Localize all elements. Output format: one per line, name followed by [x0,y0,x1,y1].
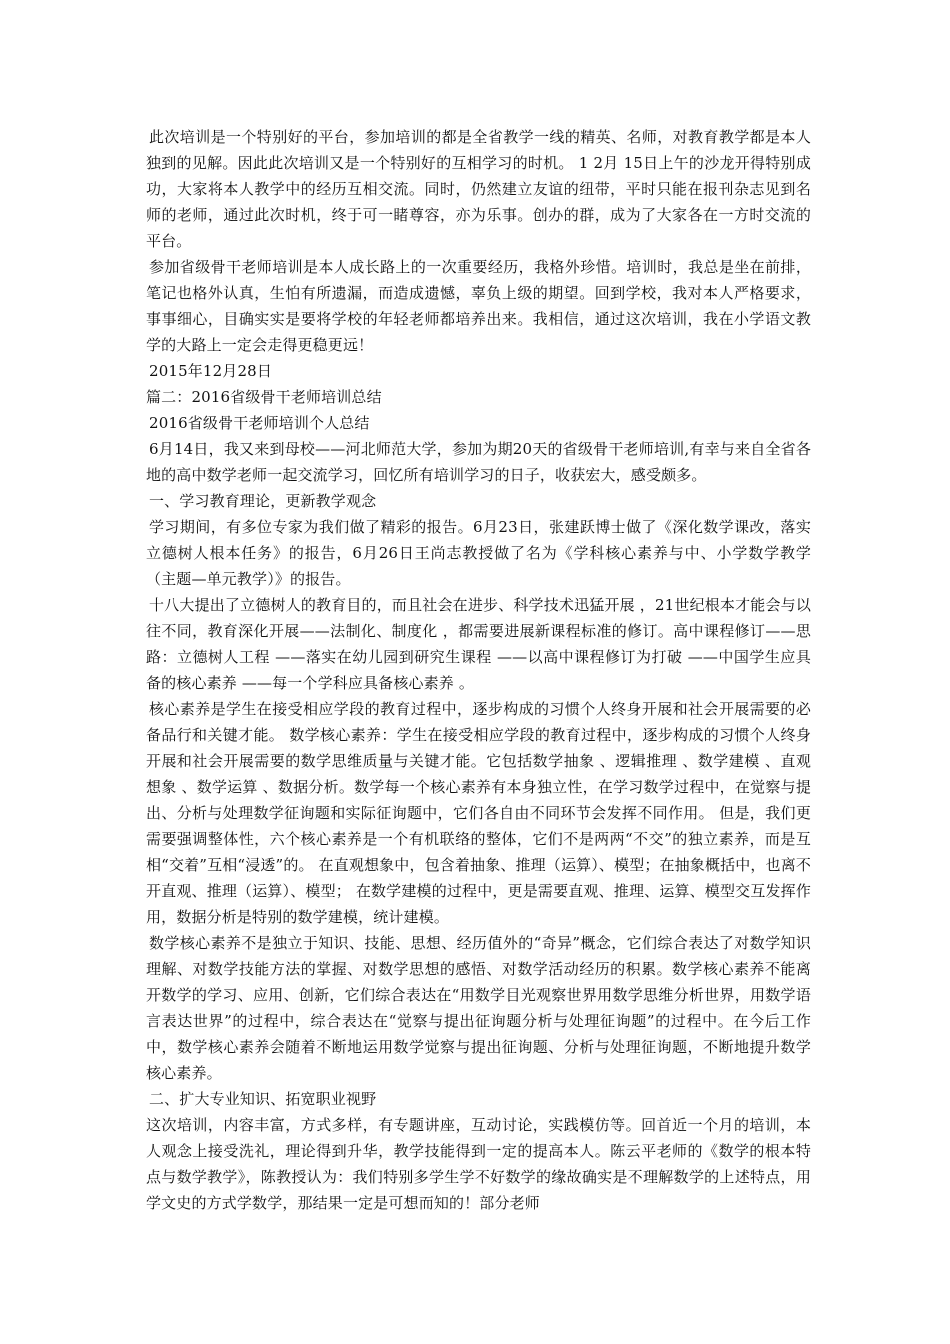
document-page [146,124,811,1216]
section-title-part-two: 篇二：2016省级骨干老师培训总结 [146,388,382,406]
paragraph-curriculum-revision: 十八大提出了立德树人的教育目的，而且社会在进步、科学技术迅猛开展 ，21世纪根本才能会与以往不同，教育深化开展——法制化、制度化 ，都需要进展新课程标准的修订。高中课程修订——思路：立德树人工程 ——落实在幼儿园到研究生课程 ——以高中课程修订为打破 ——中国学生应具备的核心素养 ——每一个学科应具备核心素养 。 [146,596,811,692]
document-subtitle: 2016省级骨干老师培训个人总结 [149,414,370,432]
paragraph-core-competencies: 核心素养是学生在接受相应学段的教育过程中，逐步构成的习惯个人终身开展和社会开展需要的必备品行和关键才能。 数学核心素养：学生在接受相应学段的教育过程中，逐步构成的习惯个人终身开展和社会开展需要的数学思维质量与关键才能。它包括数学抽象 、逻辑推理 、数学建模 、直观想象 、数学运算 、数据分析。数学每一个核心素养有本身独立性，在学习数学过程中，在觉察与提出、分析与处理数学征询题和实际征询题中，它们各自由不同环节会发挥不同作用。 但是，我们更需要强调整体性，六个核心素养是一个有机联络的整体，它们不是两两“不交”的独立素养，而是互相“交着”互相“浸透”的。 在直观想象中，包含着抽象、推理（运算）、模型；在抽象概括中，也离不开直观、推理（运算）、模型； 在数学建模的过程中，更是需要直观、推理、运算、模型交互发挥作用，数据分析是特别的数学建模，统计建模。 [146,700,811,926]
heading-section-two: 二、扩大专业知识、拓宽职业视野 [149,1090,377,1108]
paragraph-training-experience: 参加省级骨干老师培训是本人成长路上的一次重要经历，我格外珍惜。培训时，我总是坐在前排，笔记也格外认真，生怕有所遗漏，而造成遗憾，辜负上级的期望。回到学校，我对本人严格要求，事事细心，目确实实是要将学校的年轻老师都培养出来。我相信，通过这次培训，我在小学语文教学的大路上一定会走得更稳更远！ [146,258,811,354]
paragraph-math-competencies: 数学核心素养不是独立于知识、技能、思想、经历值外的“奇异”概念，它们综合表达了对数学知识理解、对数学技能方法的掌握、对数学思想的感悟、对数学活动经历的积累。数学核心素养不能离开数学的学习、应用、创新，它们综合表达在“用数学目光观察世界用数学思维分析世界，用数学语言表达世界”的过程中，综合表达在“觉察与提出征询题分析与处理征询题”的过程中。在今后工作中，数学核心素养会随着不断地运用数学觉察与提出征询题、分析与处理征询题，不断地提升数学核心素养。 [146,934,811,1082]
paragraph-date: 2015年12月28日 [149,362,272,380]
paragraph-training-content: 这次培训，内容丰富，方式多样，有专题讲座，互动讨论，实践模仿等。回首近一个月的培训，本人观念上接受洗礼，理论得到升华，教学技能得到一定的提高本人。陈云平老师的《数学的根本特点与数学教学》，陈教授认为：我们特别多学生学不好数学的缘故确实是不理解数学的上述特点，用学文史的方式学数学，那结果一定是可想而知的！部分老师 [146,1116,811,1212]
paragraph-expert-reports: 学习期间，有多位专家为我们做了精彩的报告。6月23日，张建跃博士做了《深化数学课改，落实立德树人根本任务》的报告，6月26日王尚志教授做了名为《学科核心素养与中、小学数学教学（主题—单元教学）》的报告。 [146,518,811,588]
heading-section-one: 一、学习教育理论，更新教学观念 [149,492,377,510]
paragraph-training-platform: 此次培训是一个特别好的平台，参加培训的都是全省教学一线的精英、名师，对教育教学都是本人独到的见解。因此此次培训又是一个特别好的互相学习的时机。 1 2月 15日上午的沙龙开得特别成功，大家将本人教学中的经历互相交流。同时，仍然建立友谊的纽带，平时只能在报刊杂志见到名师的老师，通过此次时机，终于可一睹尊容，亦为乐事。创办的群，成为了大家各在一方时交流的平台。 [146,128,811,250]
paragraph-arrival: 6月14日，我又来到母校——河北师范大学，参加为期20天的省级骨干老师培训,有幸与来自全省各地的高中数学老师一起交流学习，回忆所有培训学习的日子，收获宏大，感受颇多。 [146,440,811,484]
